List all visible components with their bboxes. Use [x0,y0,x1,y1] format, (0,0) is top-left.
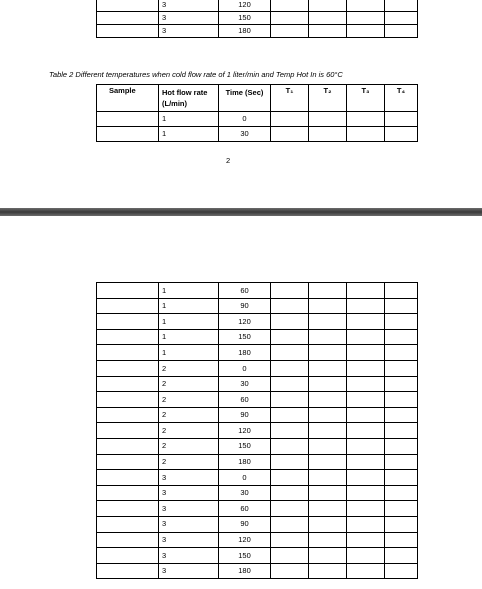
table-row [97,12,418,25]
time-cell: 150 [219,12,271,25]
flow-rate-cell: 2 [159,376,219,392]
t2-cell [309,127,347,142]
t2-cell [309,329,347,345]
table-2-body [97,112,418,142]
header-hot-flow-rate: Hot flow rate (L/min) [159,85,219,112]
t3-cell [347,127,385,142]
t2-cell [309,345,347,361]
table-row [97,438,418,454]
t2-cell [309,0,347,12]
t2-cell [309,360,347,376]
time-cell: 30 [219,127,271,142]
flow-rate-cell: 3 [159,532,219,548]
flow-rate-cell: 2 [159,407,219,423]
t1-cell [271,283,309,299]
t2-cell [309,407,347,423]
time-cell: 0 [219,360,271,376]
header-t4: T₄ [385,85,418,112]
page-number: 2 [226,156,231,165]
table-row [97,563,418,579]
header-t1: T₁ [271,85,309,112]
sample-cell [97,548,159,564]
time-cell: 90 [219,516,271,532]
flow-rate-cell: 3 [159,516,219,532]
sample-cell [97,12,159,25]
time-cell: 60 [219,392,271,408]
header-t3: T₃ [347,85,385,112]
sample-cell [97,470,159,486]
t3-cell [347,25,385,38]
sample-cell [97,485,159,501]
flow-rate-cell: 1 [159,283,219,299]
time-cell: 180 [219,454,271,470]
t1-cell [271,563,309,579]
sample-cell [97,329,159,345]
t3-cell [347,407,385,423]
t4-cell [385,127,418,142]
sample-cell [97,283,159,299]
t1-cell [271,329,309,345]
table-row [97,112,418,127]
t2-cell [309,563,347,579]
time-cell: 60 [219,283,271,299]
t4-cell [385,360,418,376]
t4-cell [385,454,418,470]
t4-cell [385,25,418,38]
t3-cell [347,485,385,501]
table-2-caption: Table 2 Different temperatures when cold flow rate of 1 liter/min and Temp Hot In is 60°C [49,70,343,79]
flow-rate-cell: 3 [159,25,219,38]
time-cell: 180 [219,563,271,579]
t4-cell [385,392,418,408]
table-row [97,0,418,12]
time-cell: 60 [219,501,271,517]
time-cell: 90 [219,298,271,314]
table-row [97,25,418,38]
t1-cell [271,0,309,12]
sample-cell [97,516,159,532]
t2-cell [309,470,347,486]
t3-cell [347,376,385,392]
table-2-continued [96,282,418,579]
t2-cell [309,25,347,38]
time-cell: 150 [219,329,271,345]
flow-rate-cell: 1 [159,345,219,361]
t2-cell [309,314,347,330]
flow-rate-cell: 1 [159,329,219,345]
time-cell: 180 [219,25,271,38]
flow-rate-cell: 1 [159,314,219,330]
table-row [97,127,418,142]
flow-rate-cell: 3 [159,501,219,517]
table-row [97,345,418,361]
t3-cell [347,298,385,314]
t3-cell [347,563,385,579]
page-separator [0,208,482,216]
table-row [97,360,418,376]
t2-cell [309,485,347,501]
t3-cell [347,283,385,299]
t3-cell [347,112,385,127]
header-time: Time (Sec) [219,85,271,112]
table-row [97,329,418,345]
t1-cell [271,485,309,501]
t1-cell [271,470,309,486]
t2-cell [309,12,347,25]
time-cell: 120 [219,0,271,12]
table-row [97,485,418,501]
t4-cell [385,548,418,564]
sample-cell [97,0,159,12]
sample-cell [97,392,159,408]
t4-cell [385,376,418,392]
t2-cell [309,516,347,532]
t1-cell [271,407,309,423]
t2-cell [309,298,347,314]
table-row [97,516,418,532]
t4-cell [385,345,418,361]
t2-cell [309,392,347,408]
table-row [97,298,418,314]
t2-cell [309,532,347,548]
sample-cell [97,438,159,454]
time-cell: 90 [219,407,271,423]
t1-cell [271,376,309,392]
t4-cell [385,112,418,127]
t3-cell [347,423,385,439]
sample-cell [97,501,159,517]
time-cell: 180 [219,345,271,361]
time-cell: 150 [219,438,271,454]
time-cell: 120 [219,532,271,548]
t1-cell [271,438,309,454]
t1-cell [271,516,309,532]
flow-rate-cell: 2 [159,438,219,454]
t4-cell [385,12,418,25]
flow-rate-cell: 3 [159,548,219,564]
t3-cell [347,329,385,345]
sample-cell [97,112,159,127]
sample-cell [97,360,159,376]
table-row [97,532,418,548]
table-1-continued [96,0,418,38]
t3-cell [347,516,385,532]
t2-cell [309,454,347,470]
flow-rate-cell: 1 [159,298,219,314]
t1-cell [271,423,309,439]
t3-cell [347,470,385,486]
t3-cell [347,392,385,408]
time-cell: 30 [219,376,271,392]
time-cell: 0 [219,470,271,486]
flow-rate-cell: 2 [159,360,219,376]
time-cell: 30 [219,485,271,501]
table-2 [96,84,418,142]
t3-cell [347,548,385,564]
t2-cell [309,112,347,127]
t1-cell [271,25,309,38]
table-row [97,376,418,392]
flow-rate-cell: 2 [159,392,219,408]
time-cell: 150 [219,548,271,564]
t2-cell [309,423,347,439]
sample-cell [97,127,159,142]
flow-rate-cell: 3 [159,563,219,579]
table-1-body [97,0,418,38]
table-2-continued-body [97,283,418,579]
t3-cell [347,360,385,376]
sample-cell [97,454,159,470]
t4-cell [385,485,418,501]
t1-cell [271,532,309,548]
t4-cell [385,532,418,548]
header-t2: T₂ [309,85,347,112]
t1-cell [271,345,309,361]
flow-rate-cell: 3 [159,0,219,12]
flow-rate-cell: 3 [159,485,219,501]
t1-cell [271,501,309,517]
t3-cell [347,501,385,517]
t1-cell [271,392,309,408]
table-row [97,423,418,439]
t2-cell [309,376,347,392]
table-2-header-row [97,85,418,112]
table-row [97,407,418,423]
t4-cell [385,563,418,579]
table-row [97,392,418,408]
sample-cell [97,25,159,38]
flow-rate-cell: 1 [159,127,219,142]
t2-cell [309,501,347,517]
t4-cell [385,423,418,439]
sample-cell [97,423,159,439]
flow-rate-cell: 2 [159,423,219,439]
t4-cell [385,314,418,330]
t1-cell [271,360,309,376]
t1-cell [271,298,309,314]
time-cell: 0 [219,112,271,127]
time-cell: 120 [219,423,271,439]
sample-cell [97,345,159,361]
table-row [97,501,418,517]
flow-rate-cell: 3 [159,470,219,486]
table-row [97,454,418,470]
t4-cell [385,0,418,12]
t3-cell [347,314,385,330]
t3-cell [347,0,385,12]
header-sample: Sample [97,85,159,112]
t4-cell [385,470,418,486]
sample-cell [97,298,159,314]
time-cell: 120 [219,314,271,330]
t2-cell [309,548,347,564]
flow-rate-cell: 2 [159,454,219,470]
t3-cell [347,438,385,454]
sample-cell [97,407,159,423]
sample-cell [97,532,159,548]
table-row [97,548,418,564]
flow-rate-cell: 3 [159,12,219,25]
t1-cell [271,12,309,25]
t4-cell [385,501,418,517]
t1-cell [271,548,309,564]
t1-cell [271,454,309,470]
t3-cell [347,454,385,470]
t3-cell [347,345,385,361]
t1-cell [271,112,309,127]
table-row [97,283,418,299]
document-page-bottom [0,216,482,589]
t4-cell [385,283,418,299]
t1-cell [271,127,309,142]
table-row [97,470,418,486]
t4-cell [385,298,418,314]
flow-rate-cell: 1 [159,112,219,127]
t3-cell [347,12,385,25]
t4-cell [385,438,418,454]
t4-cell [385,516,418,532]
document-page-top [0,0,482,208]
table-row [97,314,418,330]
sample-cell [97,314,159,330]
t4-cell [385,407,418,423]
t4-cell [385,329,418,345]
t2-cell [309,438,347,454]
t2-cell [309,283,347,299]
sample-cell [97,563,159,579]
t3-cell [347,532,385,548]
t1-cell [271,314,309,330]
sample-cell [97,376,159,392]
